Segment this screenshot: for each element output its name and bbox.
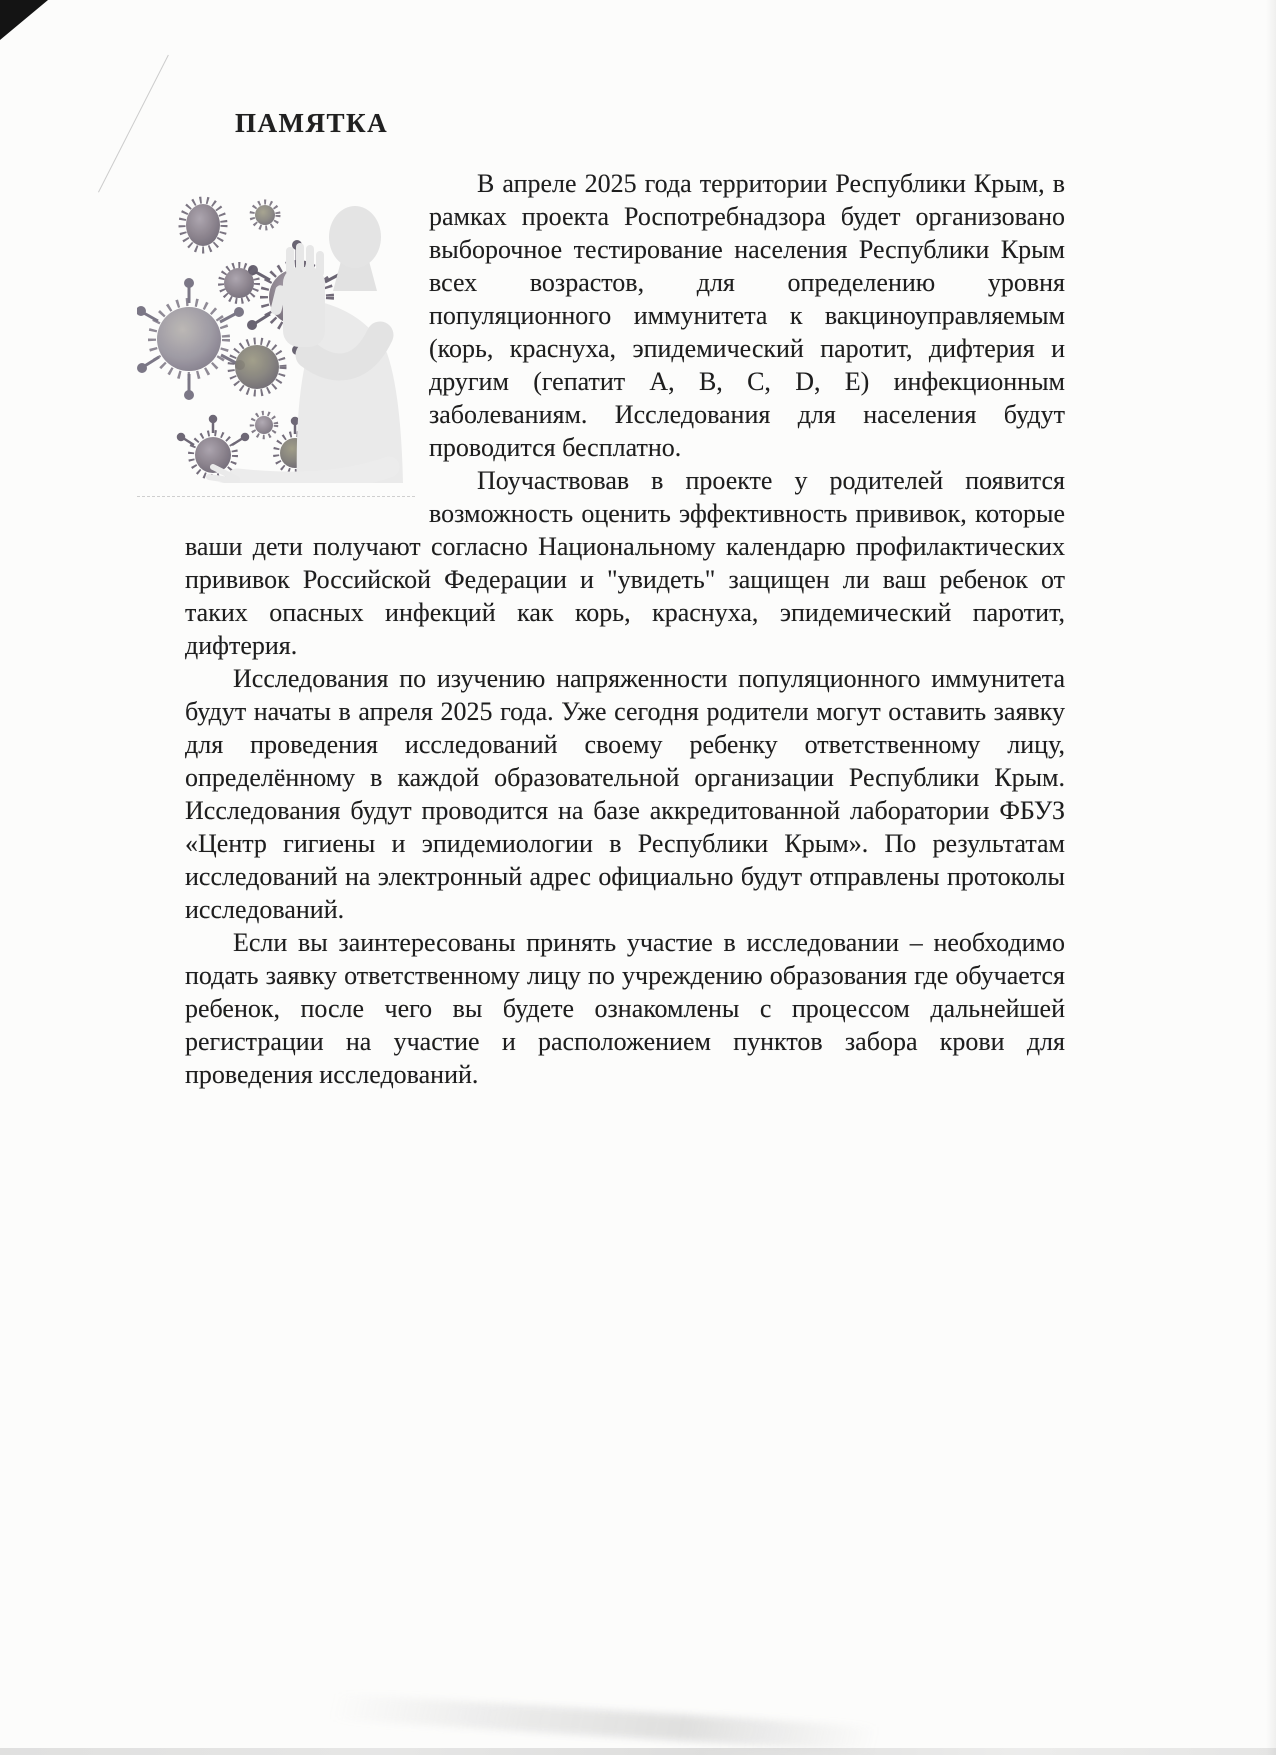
virus-icon [252, 202, 278, 228]
virus-icon [252, 413, 276, 437]
scan-smudge [300, 1691, 940, 1755]
paragraph-project-announcement: В апреле 2025 года территории Республики Крым, в рамках проекта Роспотребнадзора будет организовано выборочное тестирование населения Республики Крым всех возрастов, для определению уровня популяционного иммунитета к вакциноуправляемым (корь, краснуха, эпидемический паротит, дифтерия и другим (гепатит А, В, С, D, Е) инфекционным заболеваниям. Исследования для населения будут проводится бесплатно. [429, 169, 1065, 462]
paragraph-research-details: Исследования по изучению напряженности популяционного иммунитета будут начаты в апреля 2025 года. Уже сегодня родители могут оставить заявку для проведения исследований своему ребенку ответственному лицу, определённому в каждой образовательной организации Республики Крым. Исследования будут проводится на базе аккредитованной лаборатории ФБУЗ «Центр гигиены и эпидемиологии в Республики Крым». По результатам исследований на электронный адрес официально будут отправлены протоколы исследований. [185, 664, 1065, 924]
scan-bottom-edge [0, 1748, 1276, 1755]
scan-edge-shadow [1266, 0, 1276, 1755]
paragraph-parents-benefit: Поучаствовав в проекте у родителей появится возможность оценить эффективность прививок, которые ваши дети получают согласно Национальному календарю профилактических прививок Российской Федерации и "увидеть" защищен ли ваш ребенок от таких опасных инфекций как корь, краснуха, эпидемический паротит, дифтерия. [185, 466, 1065, 660]
page-title: ПАМЯТКА [235, 108, 389, 138]
paragraph-how-to-participate: Если вы заинтересованы принять участие в исследовании – необходимо подать заявку ответственному лицу по учреждению образования где обучается ребенок, после чего вы будете ознакомлены с процессом дальнейшей регистрации на участие и расположением пунктов забора крови для проведения исследований. [185, 928, 1065, 1089]
figure-stopping-viruses-image [137, 167, 415, 483]
virus-icon [182, 200, 224, 250]
virus-icon [138, 280, 244, 399]
document-content [185, 108, 1065, 1091]
virus-icon [231, 341, 283, 393]
scan-corner-fold-mark [0, 0, 48, 40]
immunity-illustration [137, 167, 415, 497]
